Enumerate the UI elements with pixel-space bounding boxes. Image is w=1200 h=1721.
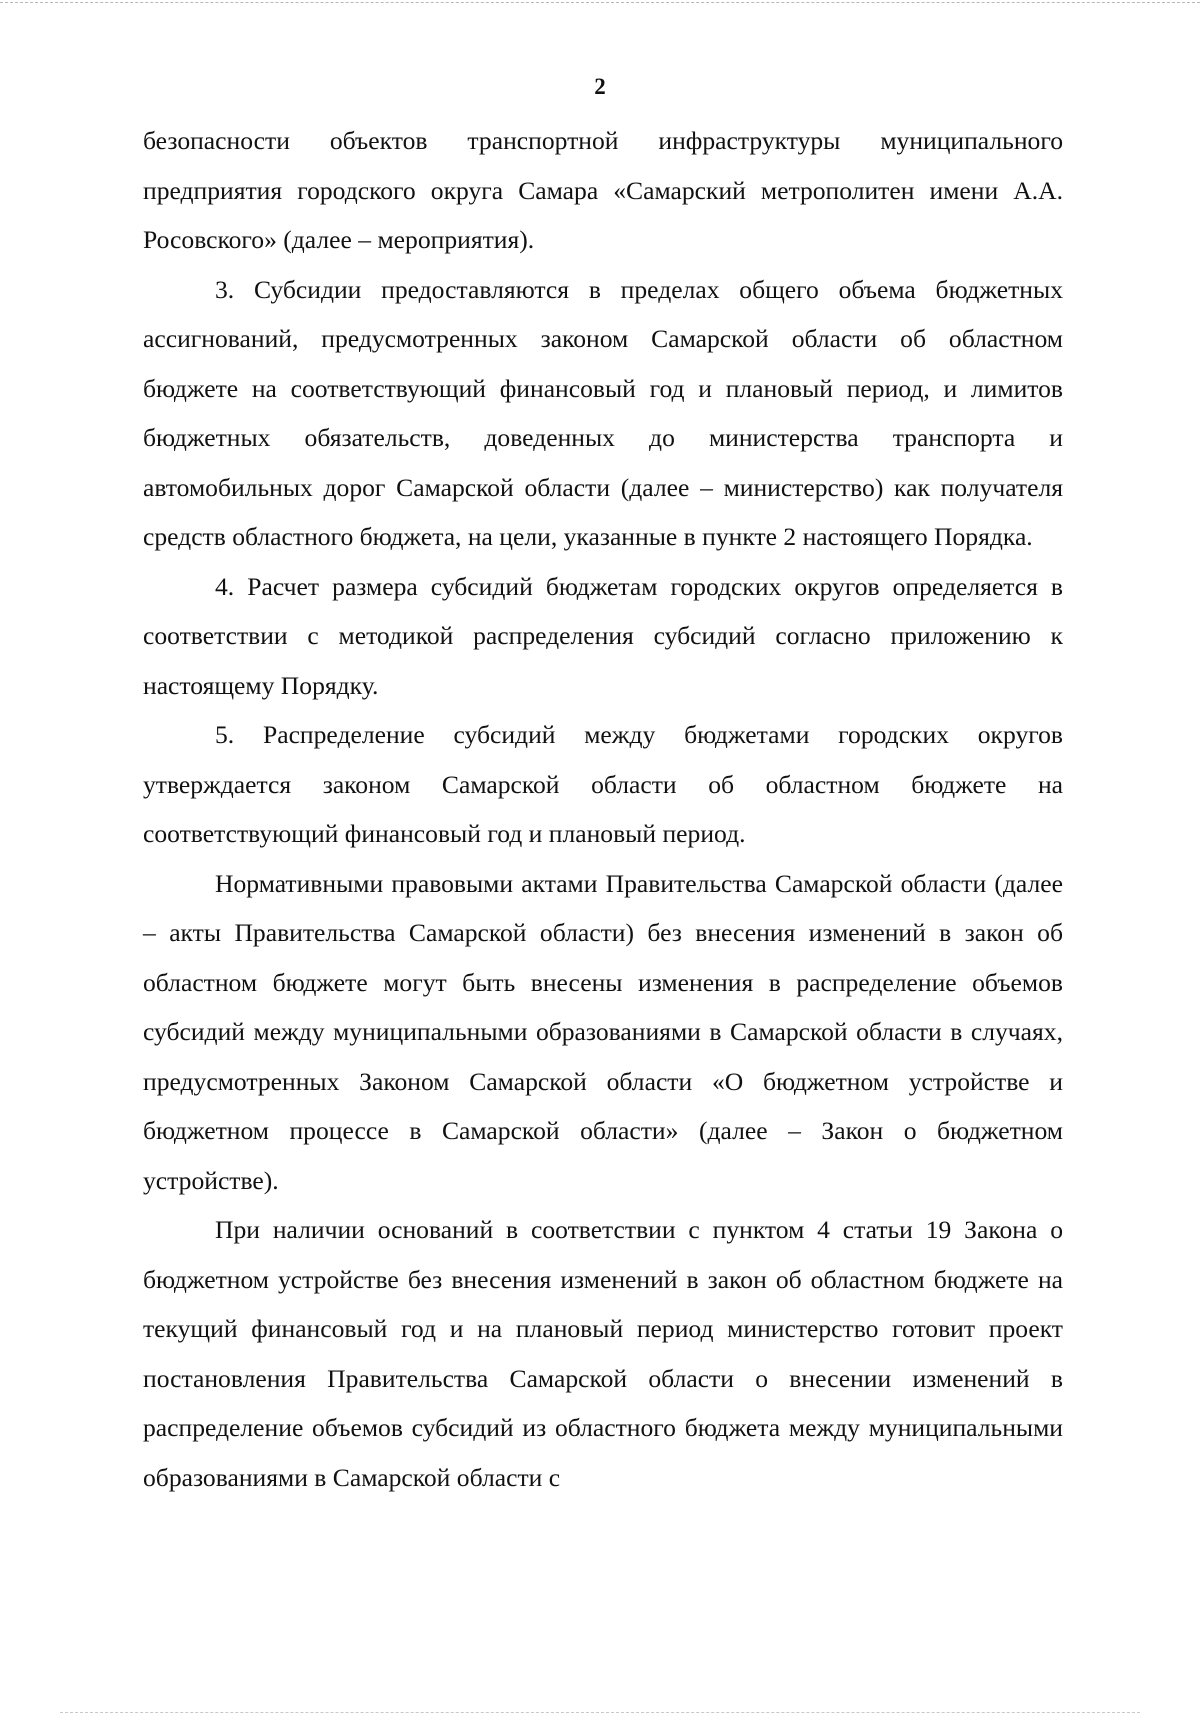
paragraph-normative-acts: Нормативными правовыми актами Правительства Самарской области (далее – акты Правительства Самарской области) без внесения изменений в закон об областном бюджете могут быть внесены изменения в распределение объемов субсидий между муниципальными образованиями в Самарской области в случаях, предусмотренных Законом Самарской области «О бюджетном устройстве и бюджетном процессе в Самарской области» (далее – Закон о бюджетном устройстве). <box>143 868 1063 1195</box>
paragraph-continuation: безопасности объектов транспортной инфраструктуры муниципального предприятия городского округа Самара «Самарский метрополитен имени А.А. Росовского» (далее – мероприятия). <box>143 126 1063 254</box>
paragraph-grounds: При наличии оснований в соответствии с пунктом 4 статьи 19 Закона о бюджетном устройстве без внесения изменений в закон об областном бюджете на текущий финансовый год и на плановый период министерство готовит проект постановления Правительства Самарской области о внесении изменений в распределение объемов субсидий из областного бюджета между муниципальными образованиями в Самарской области с <box>143 1215 1063 1492</box>
scan-edge-top <box>0 2 1200 3</box>
paragraph-item-3: 3. Субсидии предоставляются в пределах общего объема бюджетных ассигнований, предусмотренных законом Самарской области об областном бюджете на соответствующий финансовый год и плановый период, и лимитов бюджетных обязательств, доведенных до министерства транспорта и автомобильных дорог Самарской области (далее – министерство) как получателя средств областного бюджета, на цели, указанные в пункте 2 настоящего Порядка. <box>143 274 1063 551</box>
scan-edge-bottom <box>60 1712 1140 1713</box>
document-body <box>143 116 1063 1502</box>
paragraph-item-5: 5. Распределение субсидий между бюджетами городских округов утверждается законом Самарской области об областном бюджете на соответствующий финансовый год и плановый период. <box>143 720 1063 848</box>
page-number: 2 <box>594 74 606 99</box>
paragraph-item-4: 4. Расчет размера субсидий бюджетам городских округов определяется в соответствии с методикой распределения субсидий согласно приложению к настоящему Порядку. <box>143 571 1063 700</box>
